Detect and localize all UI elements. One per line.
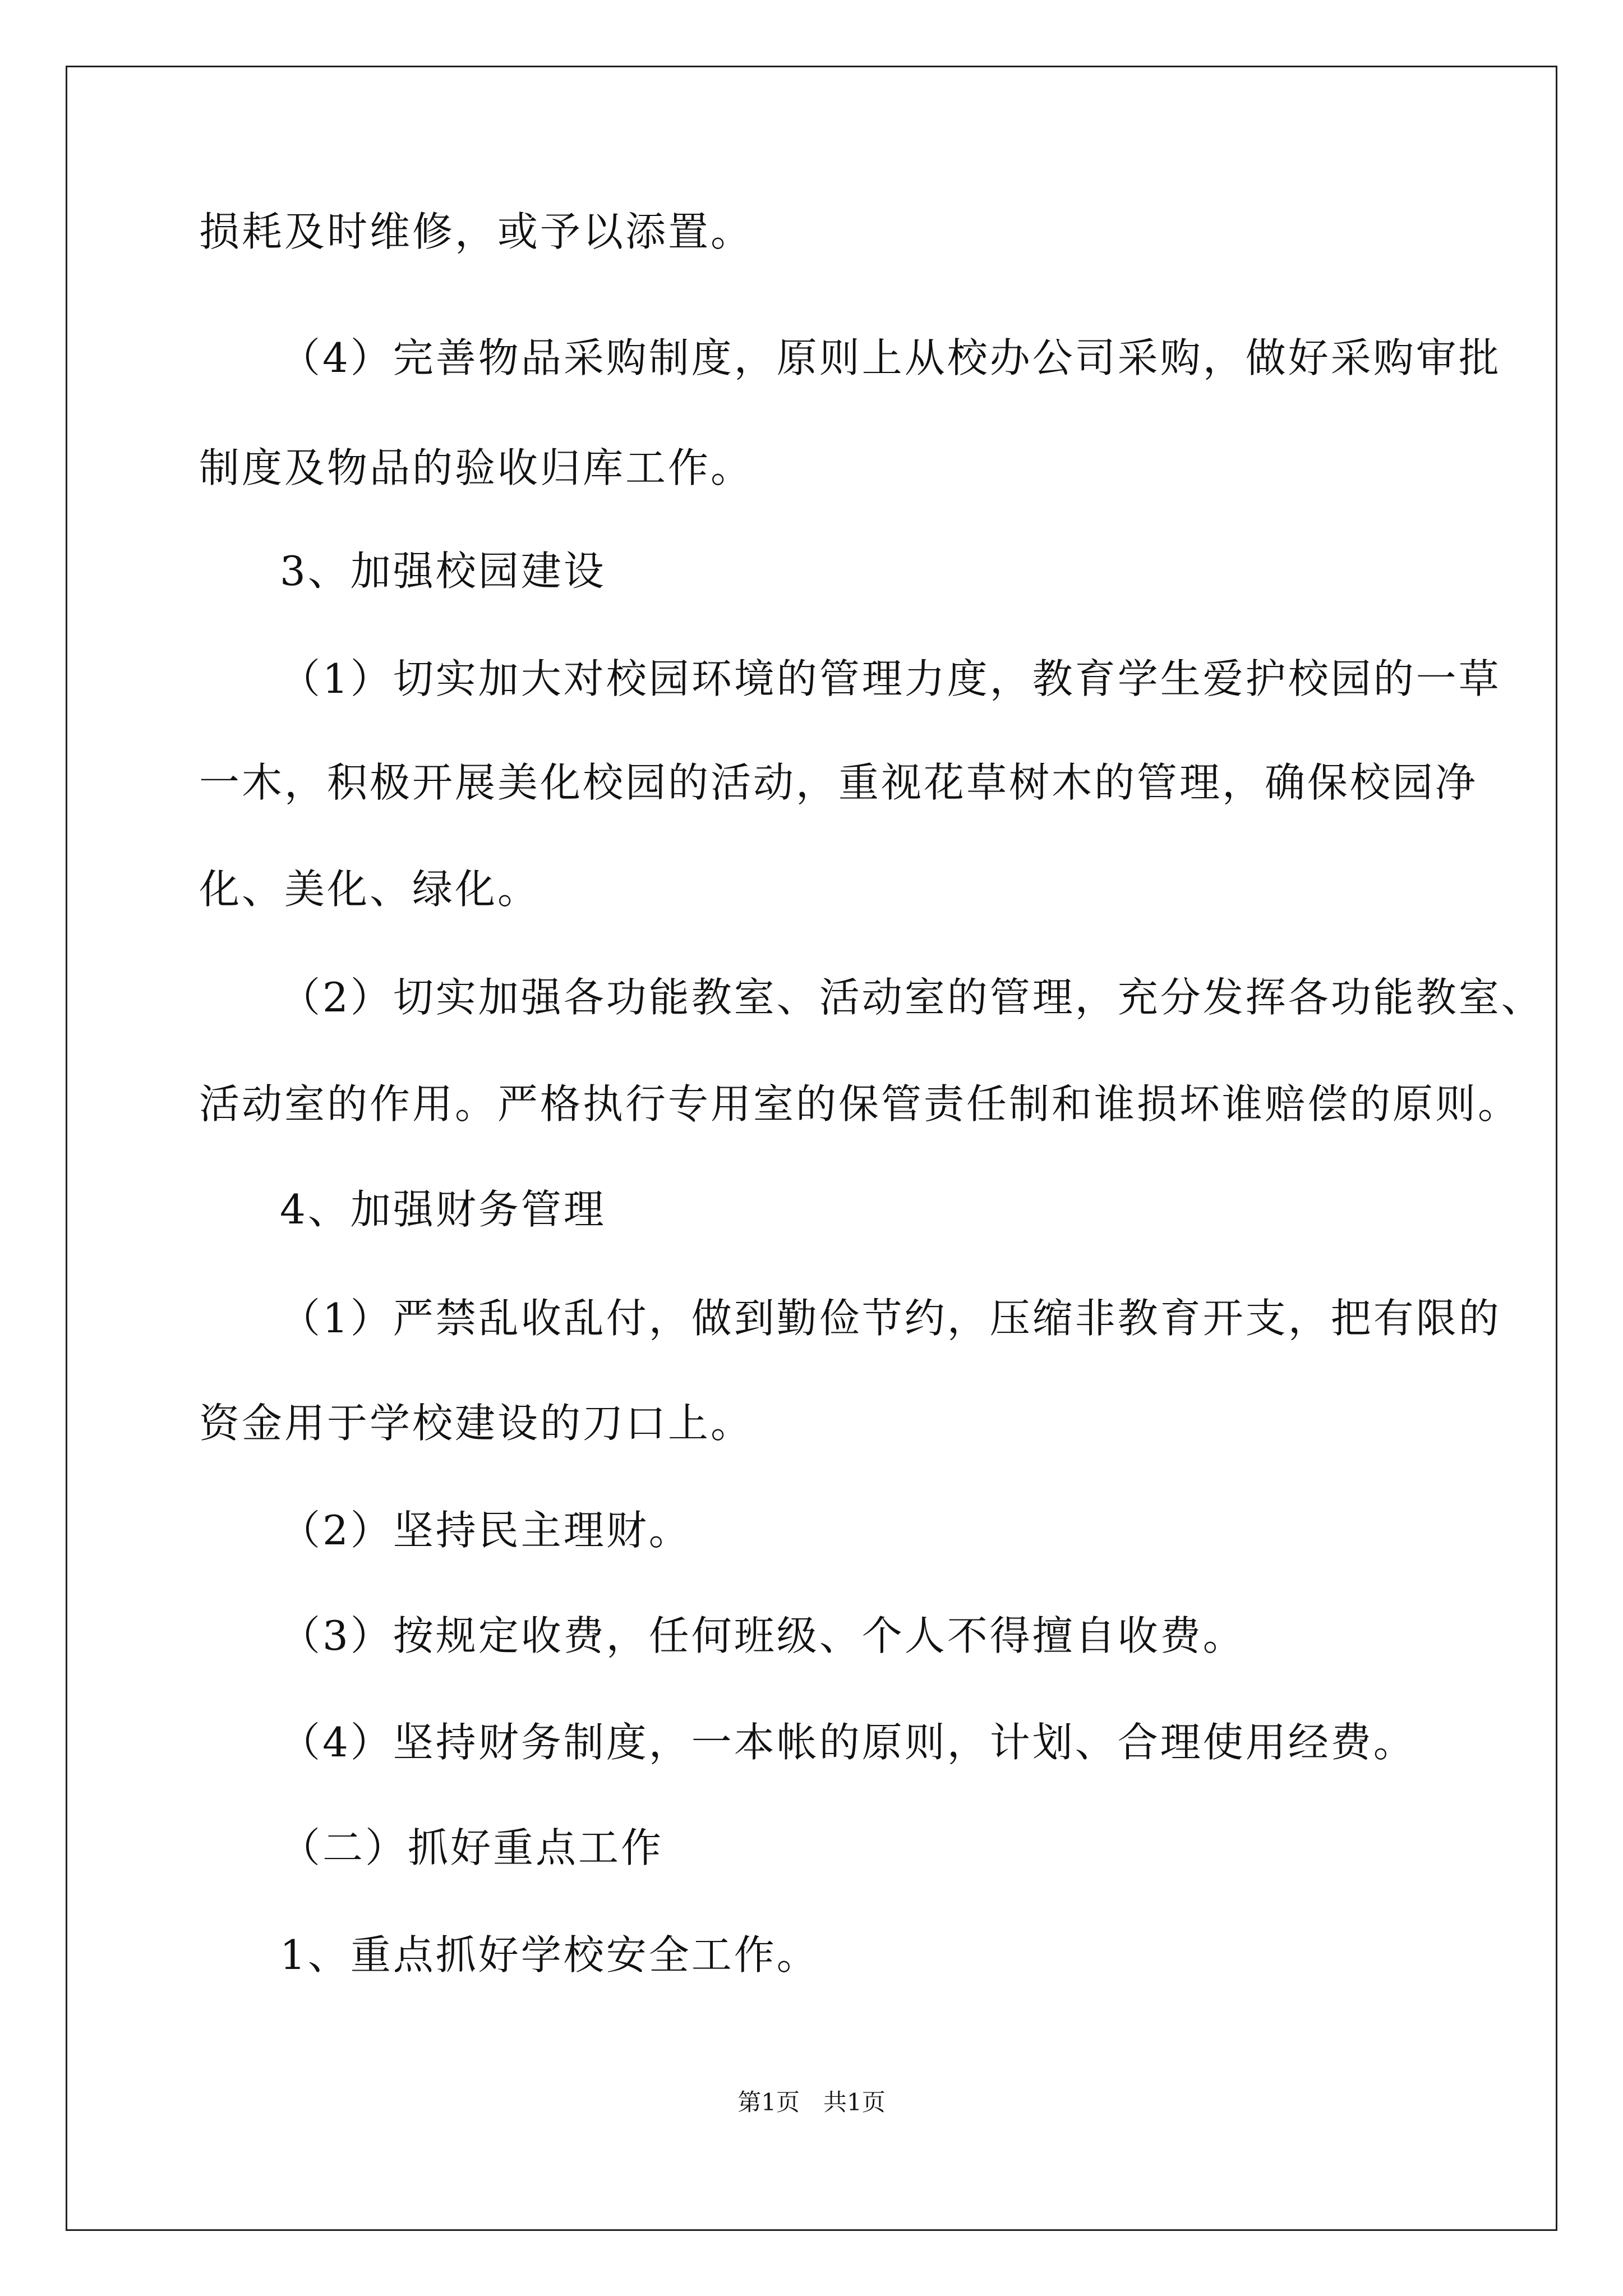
text-line: （4）坚持财务制度，一本帐的原则，计划、合理使用经费。 [280,1719,1416,1766]
text-line: （4）完善物品采购制度，原则上从校办公司采购，做好采购审批 [280,334,1501,381]
text-line: （1）严禁乱收乱付，做到勤俭节约，压缩非教育开支，把有限的 [280,1295,1501,1342]
text-line: 1、重点抓好学校安全工作。 [280,1931,819,1978]
text-line: （1）切实加大对校园环境的管理力度，教育学生爱护校园的一草 [280,655,1501,702]
page-number: 第1页 共1页 [737,2088,886,2116]
text-line: （2）切实加强各功能教室、活动室的管理，充分发挥各功能教室、 [280,974,1544,1021]
text-line: 一木，积极开展美化校园的活动，重视花草树木的管理，确保校园净 [199,759,1478,806]
text-line: （3）按规定收费，任何班级、个人不得擅自收费。 [280,1612,1246,1659]
text-line: 制度及物品的验收归库工作。 [199,444,754,491]
text-line: 活动室的作用。严格执行专用室的保管责任制和谁损坏谁赔偿的原则。 [199,1080,1521,1128]
section-heading: 4、加强财务管理 [280,1186,606,1233]
section-heading: 3、加强校园建设 [280,547,606,595]
text-line: 化、美化、绿化。 [199,866,541,913]
text-line: 资金用于学校建设的刀口上。 [199,1400,754,1447]
text-line: （2）坚持民主理财。 [280,1507,691,1554]
section-heading: （二）抓好重点工作 [280,1824,664,1871]
page-border [66,66,1557,2231]
text-line: 损耗及时维修，或予以添置。 [199,208,754,255]
